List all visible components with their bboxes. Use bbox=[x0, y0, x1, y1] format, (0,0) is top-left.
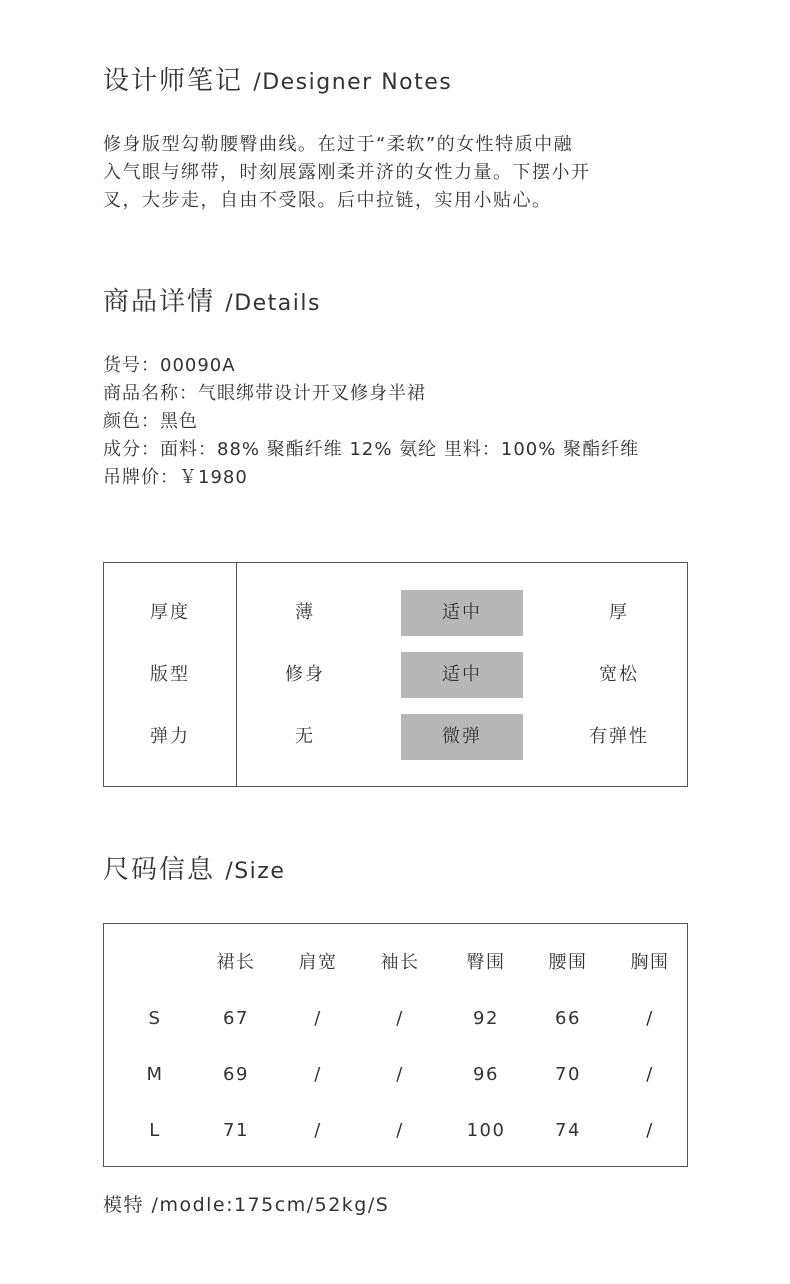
size-value-cell: 96 bbox=[473, 1064, 499, 1085]
details-item-price: 吊牌价：￥1980 bbox=[103, 467, 248, 488]
size-title bbox=[103, 849, 285, 886]
notes-line: 修身版型勾勒腰臀曲线。在过于“柔软”的女性特质中融 bbox=[103, 134, 574, 155]
size-table-header bbox=[104, 948, 687, 978]
size-header-cell: 肩宽 bbox=[298, 952, 338, 973]
size-value-cell: 69 bbox=[223, 1064, 249, 1085]
size-table bbox=[103, 923, 688, 1167]
attribute-option: 有弹性 bbox=[589, 726, 649, 747]
details-list bbox=[103, 352, 639, 492]
size-title-en: /Size bbox=[225, 859, 286, 884]
attribute-option: 无 bbox=[295, 726, 315, 747]
details-item-composition: 成分：面料：88% 聚酯纤维 12% 氨纶 里料：100% 聚酯纤维 bbox=[103, 439, 640, 460]
attribute-option: 薄 bbox=[295, 602, 315, 623]
size-value-cell: 67 bbox=[223, 1008, 249, 1029]
size-header-cell: 胸围 bbox=[630, 952, 670, 973]
size-label-cell: M bbox=[146, 1064, 164, 1085]
size-value-cell: / bbox=[646, 1008, 654, 1029]
size-header-cell: 裙长 bbox=[216, 952, 256, 973]
details-item-sku: 货号：00090A bbox=[103, 355, 236, 376]
attribute-option-selected: 适中 bbox=[401, 652, 523, 698]
size-header-cell: 腰围 bbox=[548, 952, 588, 973]
size-label-cell: S bbox=[148, 1008, 162, 1029]
size-value-cell: / bbox=[396, 1064, 404, 1085]
attribute-row-fit bbox=[104, 652, 687, 698]
table-row bbox=[104, 1060, 687, 1090]
size-label-cell: L bbox=[149, 1120, 161, 1141]
size-value-cell: / bbox=[314, 1120, 322, 1141]
details-title-cn: 商品详情 bbox=[103, 287, 216, 317]
size-value-cell: 92 bbox=[473, 1008, 499, 1029]
size-value-cell: 100 bbox=[466, 1120, 506, 1141]
table-row bbox=[104, 1116, 687, 1146]
size-value-cell: 66 bbox=[555, 1008, 581, 1029]
designer-notes-title-cn: 设计师笔记 bbox=[103, 66, 244, 96]
size-header-cell: 袖长 bbox=[380, 952, 420, 973]
attribute-option-selected: 适中 bbox=[401, 590, 523, 636]
size-value-cell: / bbox=[314, 1064, 322, 1085]
attribute-label: 版型 bbox=[150, 664, 190, 685]
size-value-cell: / bbox=[646, 1120, 654, 1141]
size-header-cell: 臀围 bbox=[466, 952, 506, 973]
details-title-en: /Details bbox=[225, 291, 321, 316]
model-info: 模特 /modle:175cm/52kg/S bbox=[103, 1194, 390, 1216]
attribute-option: 修身 bbox=[285, 664, 325, 685]
designer-notes-title-en: /Designer Notes bbox=[253, 70, 453, 95]
size-value-cell: 70 bbox=[555, 1064, 581, 1085]
details-title bbox=[103, 281, 321, 318]
attribute-label: 弹力 bbox=[150, 726, 190, 747]
size-value-cell: / bbox=[646, 1064, 654, 1085]
attribute-option: 厚 bbox=[609, 602, 629, 623]
attributes-table bbox=[103, 562, 688, 787]
size-value-cell: 71 bbox=[223, 1120, 249, 1141]
details-item-color: 颜色：黑色 bbox=[103, 411, 198, 432]
size-value-cell: 74 bbox=[555, 1120, 581, 1141]
attribute-row-thickness bbox=[104, 590, 687, 636]
attribute-row-elasticity bbox=[104, 714, 687, 760]
size-value-cell: / bbox=[396, 1008, 404, 1029]
attribute-option: 宽松 bbox=[599, 664, 639, 685]
size-value-cell: / bbox=[396, 1120, 404, 1141]
designer-notes-title bbox=[103, 60, 452, 97]
details-item-name: 商品名称：气眼绑带设计开叉修身半裙 bbox=[103, 383, 426, 404]
attribute-option-selected: 微弹 bbox=[401, 714, 523, 760]
notes-line: 入气眼与绑带，时刻展露刚柔并济的女性力量。下摆小开 bbox=[103, 162, 591, 183]
table-row bbox=[104, 1004, 687, 1034]
designer-notes-body bbox=[103, 131, 663, 215]
notes-line: 叉，大步走，自由不受限。后中拉链，实用小贴心。 bbox=[103, 190, 552, 211]
attribute-label: 厚度 bbox=[150, 602, 190, 623]
size-value-cell: / bbox=[314, 1008, 322, 1029]
size-title-cn: 尺码信息 bbox=[103, 855, 216, 885]
